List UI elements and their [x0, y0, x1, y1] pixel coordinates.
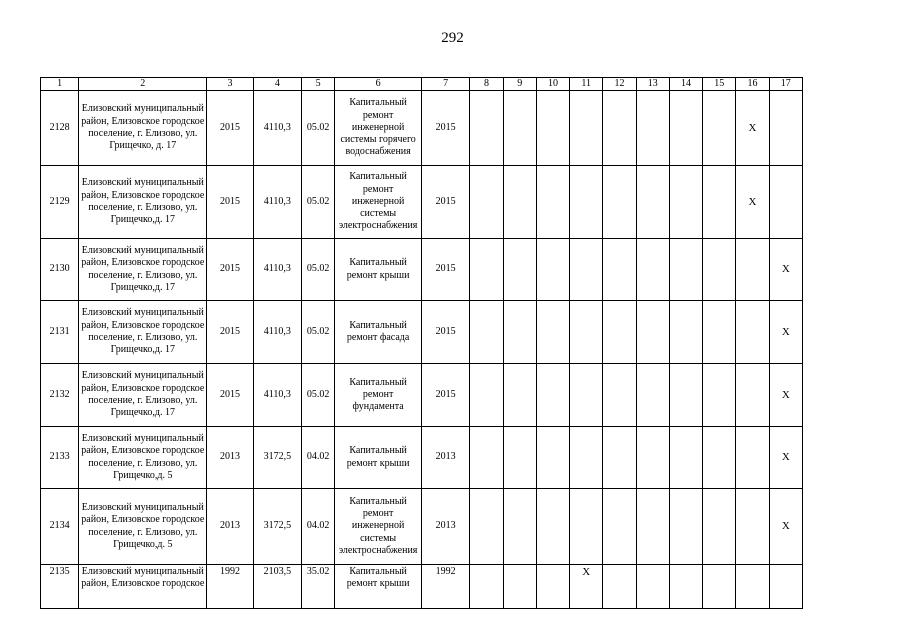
mark-cell-col-15	[703, 239, 736, 301]
table-row	[41, 166, 803, 239]
table-container	[40, 77, 803, 640]
address-cell: Елизовский муниципальный район, Елизовское городское поселение, г. Елизово, ул. Грищечко, д. 17	[79, 91, 207, 166]
page-number: 292	[441, 30, 464, 46]
column-header: 3	[207, 78, 253, 91]
table-row	[41, 239, 803, 301]
mark-cell-col-9	[503, 427, 536, 489]
work-type-cell: Капитальный ремонт инженерной системы электроснабжения	[335, 166, 422, 239]
repair-schedule-table	[40, 77, 803, 609]
mark-cell-col-16	[736, 364, 769, 427]
completion-year-cell: 2015	[421, 239, 469, 301]
mark-cell-col-12	[603, 427, 636, 489]
row-number-cell: 2133	[41, 427, 79, 489]
column-header: 6	[335, 78, 422, 91]
row-number-cell: 2131	[41, 301, 79, 364]
year-cell: 2015	[207, 91, 253, 166]
mark-cell-col-16	[736, 301, 769, 364]
row-number-cell: 2135	[41, 565, 79, 609]
completion-year-cell: 2015	[421, 166, 469, 239]
mark-cell-col-11	[570, 91, 603, 166]
mark-cell-col-13	[636, 239, 669, 301]
address-cell: Елизовский муниципальный район, Елизовское городское поселение, г. Елизово, ул. Грищечко,д. 5	[79, 489, 207, 565]
mark-cell-col-11	[570, 301, 603, 364]
address-cell: Елизовский муниципальный район, Елизовское городское	[79, 565, 207, 609]
code-cell: 05.02	[302, 91, 335, 166]
column-header: 15	[703, 78, 736, 91]
mark-cell-col-17: X	[769, 489, 802, 565]
area-cell: 4110,3	[253, 166, 301, 239]
mark-cell-col-8	[470, 364, 503, 427]
year-cell: 2013	[207, 489, 253, 565]
mark-cell-col-9	[503, 91, 536, 166]
mark-cell-col-11	[570, 489, 603, 565]
mark-cell-col-11	[570, 239, 603, 301]
mark-cell-col-16	[736, 427, 769, 489]
mark-cell-col-14	[669, 91, 702, 166]
mark-cell-col-8	[470, 166, 503, 239]
column-header: 12	[603, 78, 636, 91]
work-type-cell: Капитальный ремонт инженерной системы горячего водоснабжения	[335, 91, 422, 166]
column-header: 13	[636, 78, 669, 91]
mark-cell-col-16	[736, 239, 769, 301]
mark-cell-col-10	[536, 239, 569, 301]
mark-cell-col-17: X	[769, 239, 802, 301]
mark-cell-col-8	[470, 489, 503, 565]
mark-cell-col-17	[769, 565, 802, 609]
mark-cell-col-14	[669, 166, 702, 239]
code-cell: 35.02	[302, 565, 335, 609]
mark-cell-col-12	[603, 91, 636, 166]
code-cell: 05.02	[302, 364, 335, 427]
code-cell: 04.02	[302, 427, 335, 489]
mark-cell-col-14	[669, 489, 702, 565]
mark-cell-col-10	[536, 364, 569, 427]
address-cell: Елизовский муниципальный район, Елизовское городское поселение, г. Елизово, ул. Грищечко,д. 17	[79, 301, 207, 364]
work-type-cell: Капитальный ремонт крыши	[335, 239, 422, 301]
mark-cell-col-12	[603, 364, 636, 427]
table-row	[41, 91, 803, 166]
mark-cell-col-17: X	[769, 427, 802, 489]
mark-cell-col-17	[769, 166, 802, 239]
row-number-cell: 2128	[41, 91, 79, 166]
mark-cell-col-15	[703, 166, 736, 239]
header-row	[41, 78, 803, 91]
mark-cell-col-11	[570, 166, 603, 239]
mark-cell-col-16: X	[736, 166, 769, 239]
area-cell: 4110,3	[253, 91, 301, 166]
mark-cell-col-14	[669, 239, 702, 301]
completion-year-cell: 2013	[421, 427, 469, 489]
mark-cell-col-14	[669, 301, 702, 364]
mark-cell-col-9	[503, 301, 536, 364]
mark-cell-col-10	[536, 301, 569, 364]
area-cell: 4110,3	[253, 239, 301, 301]
mark-cell-col-15	[703, 301, 736, 364]
table-row	[41, 364, 803, 427]
column-header: 14	[669, 78, 702, 91]
mark-cell-col-15	[703, 489, 736, 565]
mark-cell-col-8	[470, 301, 503, 364]
area-cell: 3172,5	[253, 489, 301, 565]
mark-cell-col-16: X	[736, 91, 769, 166]
code-cell: 04.02	[302, 489, 335, 565]
mark-cell-col-16	[736, 489, 769, 565]
mark-cell-col-10	[536, 166, 569, 239]
mark-cell-col-12	[603, 239, 636, 301]
mark-cell-col-14	[669, 427, 702, 489]
work-type-cell: Капитальный ремонт фундамента	[335, 364, 422, 427]
mark-cell-col-15	[703, 91, 736, 166]
column-header: 17	[769, 78, 802, 91]
row-number-cell: 2132	[41, 364, 79, 427]
mark-cell-col-9	[503, 364, 536, 427]
year-cell: 2013	[207, 427, 253, 489]
address-cell: Елизовский муниципальный район, Елизовское городское поселение, г. Елизово, ул. Грищечко,д. 17	[79, 166, 207, 239]
mark-cell-col-8	[470, 91, 503, 166]
completion-year-cell: 2015	[421, 91, 469, 166]
mark-cell-col-13	[636, 364, 669, 427]
mark-cell-col-9	[503, 489, 536, 565]
table-row	[41, 489, 803, 565]
code-cell: 05.02	[302, 301, 335, 364]
column-header: 9	[503, 78, 536, 91]
mark-cell-col-15	[703, 364, 736, 427]
column-header: 2	[79, 78, 207, 91]
mark-cell-col-13	[636, 91, 669, 166]
mark-cell-col-15	[703, 427, 736, 489]
mark-cell-col-12	[603, 166, 636, 239]
completion-year-cell: 2015	[421, 301, 469, 364]
mark-cell-col-10	[536, 427, 569, 489]
year-cell: 1992	[207, 565, 253, 609]
completion-year-cell: 2015	[421, 364, 469, 427]
mark-cell-col-11: X	[570, 565, 603, 609]
mark-cell-col-10	[536, 91, 569, 166]
code-cell: 05.02	[302, 166, 335, 239]
column-header: 1	[41, 78, 79, 91]
address-cell: Елизовский муниципальный район, Елизовское городское поселение, г. Елизово, ул. Грищечко,д. 17	[79, 364, 207, 427]
table-row	[41, 301, 803, 364]
mark-cell-col-9	[503, 166, 536, 239]
mark-cell-col-14	[669, 565, 702, 609]
mark-cell-col-10	[536, 565, 569, 609]
address-cell: Елизовский муниципальный район, Елизовское городское поселение, г. Елизово, ул. Грищечко,д. 17	[79, 239, 207, 301]
area-cell: 3172,5	[253, 427, 301, 489]
mark-cell-col-17: X	[769, 364, 802, 427]
column-header: 8	[470, 78, 503, 91]
mark-cell-col-9	[503, 239, 536, 301]
year-cell: 2015	[207, 364, 253, 427]
mark-cell-col-15	[703, 565, 736, 609]
column-header: 7	[421, 78, 469, 91]
column-header: 5	[302, 78, 335, 91]
mark-cell-col-13	[636, 489, 669, 565]
row-number-cell: 2129	[41, 166, 79, 239]
completion-year-cell: 1992	[421, 565, 469, 609]
year-cell: 2015	[207, 239, 253, 301]
mark-cell-col-13	[636, 301, 669, 364]
mark-cell-col-12	[603, 565, 636, 609]
area-cell: 2103,5	[253, 565, 301, 609]
mark-cell-col-13	[636, 166, 669, 239]
row-number-cell: 2130	[41, 239, 79, 301]
column-header: 11	[570, 78, 603, 91]
mark-cell-col-9	[503, 565, 536, 609]
mark-cell-col-13	[636, 565, 669, 609]
mark-cell-col-13	[636, 427, 669, 489]
mark-cell-col-17	[769, 91, 802, 166]
area-cell: 4110,3	[253, 364, 301, 427]
mark-cell-col-12	[603, 301, 636, 364]
area-cell: 4110,3	[253, 301, 301, 364]
mark-cell-col-17: X	[769, 301, 802, 364]
table-row	[41, 427, 803, 489]
mark-cell-col-11	[570, 364, 603, 427]
code-cell: 05.02	[302, 239, 335, 301]
mark-cell-col-11	[570, 427, 603, 489]
mark-cell-col-10	[536, 489, 569, 565]
table-row	[41, 565, 803, 609]
mark-cell-col-12	[603, 489, 636, 565]
year-cell: 2015	[207, 166, 253, 239]
mark-cell-col-14	[669, 364, 702, 427]
column-header: 16	[736, 78, 769, 91]
work-type-cell: Капитальный ремонт инженерной системы электроснабжения	[335, 489, 422, 565]
mark-cell-col-16	[736, 565, 769, 609]
work-type-cell: Капитальный ремонт фасада	[335, 301, 422, 364]
mark-cell-col-8	[470, 239, 503, 301]
work-type-cell: Капитальный ремонт крыши	[335, 565, 422, 609]
year-cell: 2015	[207, 301, 253, 364]
address-cell: Елизовский муниципальный район, Елизовское городское поселение, г. Елизово, ул. Грищечко,д. 5	[79, 427, 207, 489]
work-type-cell: Капитальный ремонт крыши	[335, 427, 422, 489]
mark-cell-col-8	[470, 427, 503, 489]
mark-cell-col-8	[470, 565, 503, 609]
row-number-cell: 2134	[41, 489, 79, 565]
column-header: 4	[253, 78, 301, 91]
completion-year-cell: 2013	[421, 489, 469, 565]
column-header: 10	[536, 78, 569, 91]
